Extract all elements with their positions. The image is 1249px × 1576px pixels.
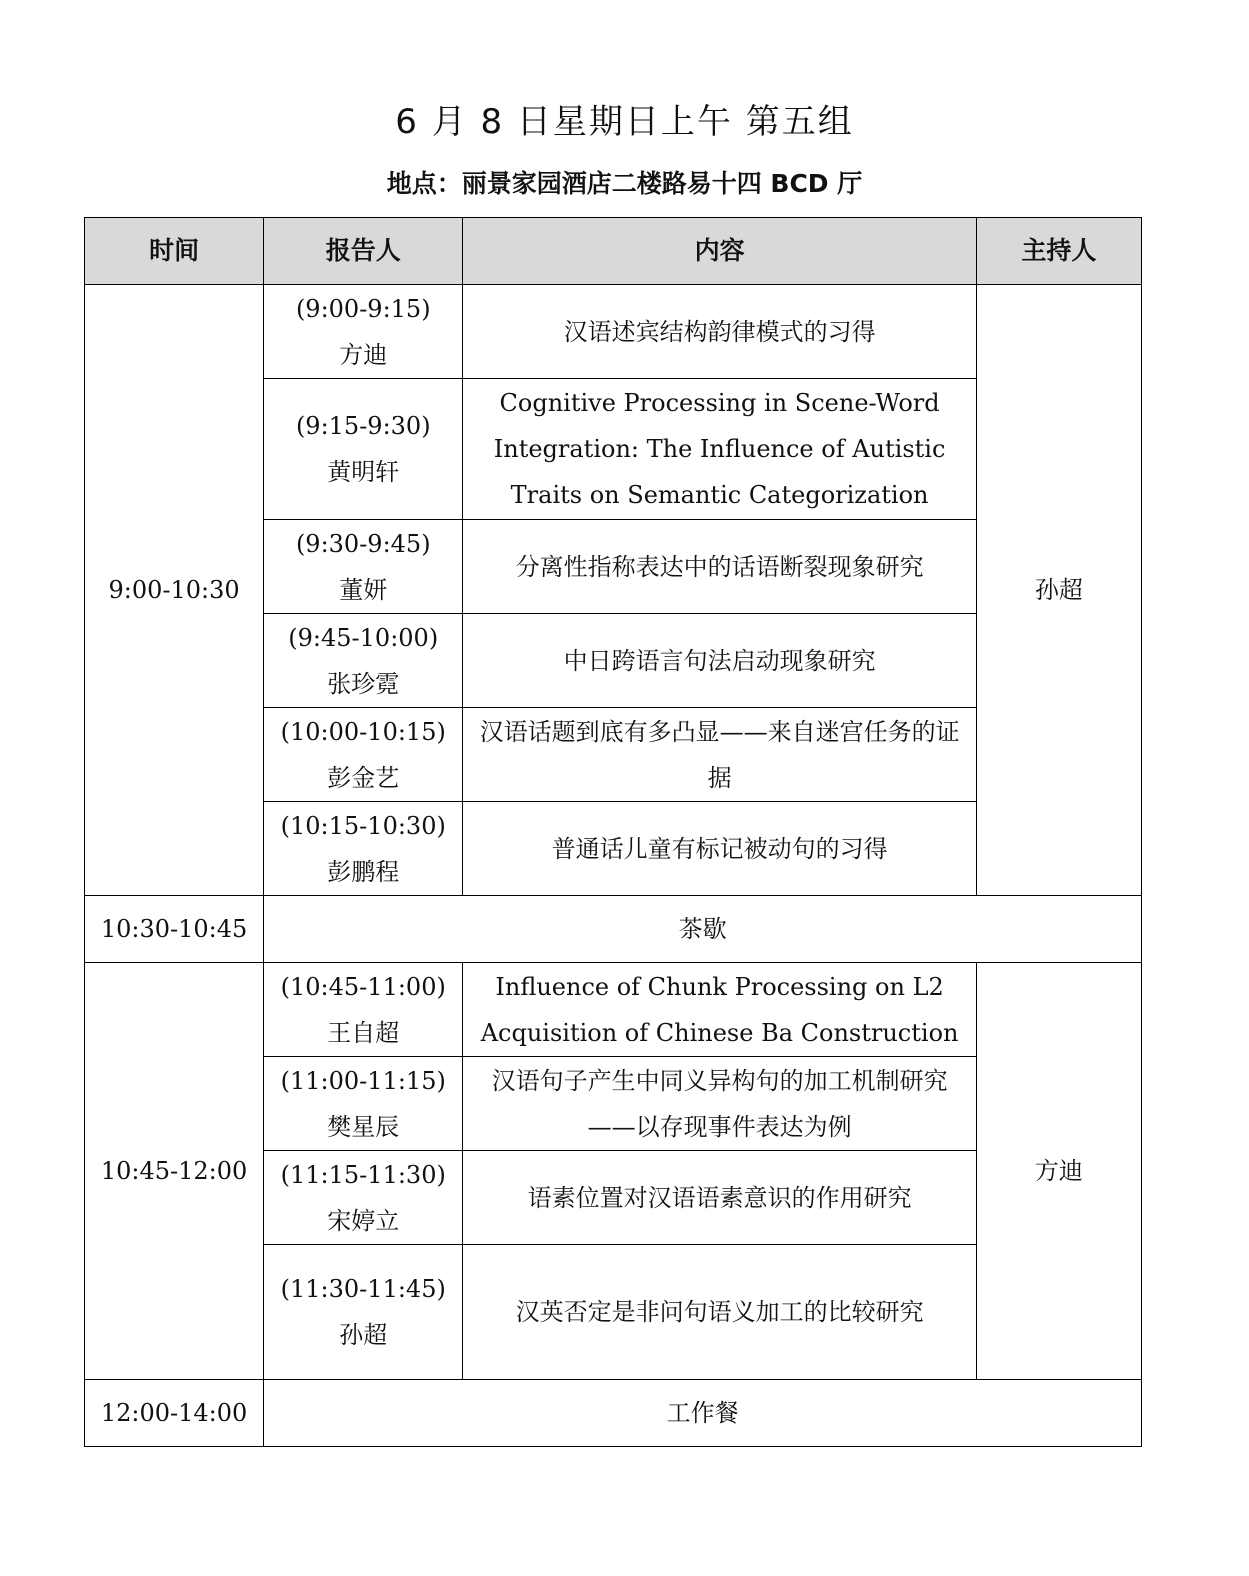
speaker-cell bbox=[264, 520, 463, 614]
talk-slot: (9:00-9:15) bbox=[295, 294, 431, 323]
break-time: 10:30-10:45 bbox=[85, 896, 264, 963]
session-host: 方迪 bbox=[976, 963, 1141, 1380]
speaker-name: 黄明轩 bbox=[327, 458, 400, 486]
speaker-cell bbox=[264, 1151, 463, 1245]
talk-content: 汉语述宾结构韵律模式的习得 bbox=[463, 285, 976, 379]
page-title: 6 月 8 日星期日上午 第五组 bbox=[395, 102, 854, 142]
column-header-content: 内容 bbox=[463, 218, 976, 285]
talk-slot: (10:00-10:15) bbox=[280, 717, 446, 746]
break-row bbox=[85, 896, 1142, 963]
column-header-time: 时间 bbox=[85, 218, 264, 285]
talk-slot: (9:15-9:30) bbox=[295, 412, 431, 440]
talk-content: 汉语话题到底有多凸显——来自迷宫任务的证据 bbox=[463, 708, 976, 802]
break-time: 12:00-14:00 bbox=[85, 1380, 264, 1447]
schedule-table bbox=[84, 217, 1142, 1447]
talk-content: 语素位置对汉语语素意识的作用研究 bbox=[463, 1151, 976, 1245]
talk-slot: (10:15-10:30) bbox=[280, 811, 446, 840]
break-label: 工作餐 bbox=[264, 1380, 1142, 1447]
session-host: 孙超 bbox=[976, 285, 1141, 896]
session-time: 9:00-10:30 bbox=[85, 285, 264, 896]
talk-content: 分离性指称表达中的话语断裂现象研究 bbox=[463, 520, 976, 614]
break-label: 茶歇 bbox=[264, 896, 1142, 963]
break-row bbox=[85, 1380, 1142, 1447]
talk-slot: (10:45-11:00) bbox=[280, 972, 446, 1001]
session-time: 10:45-12:00 bbox=[85, 963, 264, 1380]
speaker-name: 宋婷立 bbox=[327, 1206, 400, 1235]
speaker-name: 方迪 bbox=[339, 340, 388, 369]
speaker-cell bbox=[264, 1245, 463, 1380]
talk-content: 中日跨语言句法启动现象研究 bbox=[463, 614, 976, 708]
talk-slot: (11:15-11:30) bbox=[280, 1160, 446, 1189]
speaker-cell bbox=[264, 379, 463, 520]
talk-slot: (11:30-11:45) bbox=[280, 1275, 446, 1303]
speaker-cell bbox=[264, 708, 463, 802]
speaker-cell bbox=[264, 285, 463, 379]
location-subtitle: 地点：丽景家园酒店二楼路易十四 BCD 厅 bbox=[386, 169, 863, 198]
talk-content: Cognitive Processing in Scene-Word Integration: The Influence of Autistic Traits on Semantic Categorization bbox=[463, 379, 976, 520]
speaker-cell bbox=[264, 802, 463, 896]
column-header-speaker: 报告人 bbox=[264, 218, 463, 285]
table-row bbox=[85, 285, 1142, 379]
speaker-cell bbox=[264, 1057, 463, 1151]
speaker-name: 彭鹏程 bbox=[327, 857, 400, 886]
talk-content: Influence of Chunk Processing on L2 Acquisition of Chinese Ba Construction bbox=[463, 963, 976, 1057]
talk-content: 普通话儿童有标记被动句的习得 bbox=[463, 802, 976, 896]
speaker-name: 樊星辰 bbox=[327, 1112, 400, 1141]
table-header-row bbox=[85, 218, 1142, 285]
table-row bbox=[85, 963, 1142, 1057]
speaker-name: 张珍霓 bbox=[327, 669, 400, 698]
speaker-cell bbox=[264, 614, 463, 708]
talk-content: 汉语句子产生中同义异构句的加工机制研究——以存现事件表达为例 bbox=[463, 1057, 976, 1151]
talk-slot: (11:00-11:15) bbox=[280, 1066, 446, 1095]
talk-slot: (9:45-10:00) bbox=[288, 623, 439, 652]
speaker-name: 董妍 bbox=[339, 575, 388, 604]
speaker-name: 彭金艺 bbox=[327, 763, 400, 792]
column-header-host: 主持人 bbox=[976, 218, 1141, 285]
talk-slot: (9:30-9:45) bbox=[295, 529, 431, 558]
speaker-cell bbox=[264, 963, 463, 1057]
talk-content: 汉英否定是非问句语义加工的比较研究 bbox=[463, 1245, 976, 1380]
speaker-name: 孙超 bbox=[339, 1321, 388, 1349]
speaker-name: 王自超 bbox=[327, 1018, 400, 1047]
